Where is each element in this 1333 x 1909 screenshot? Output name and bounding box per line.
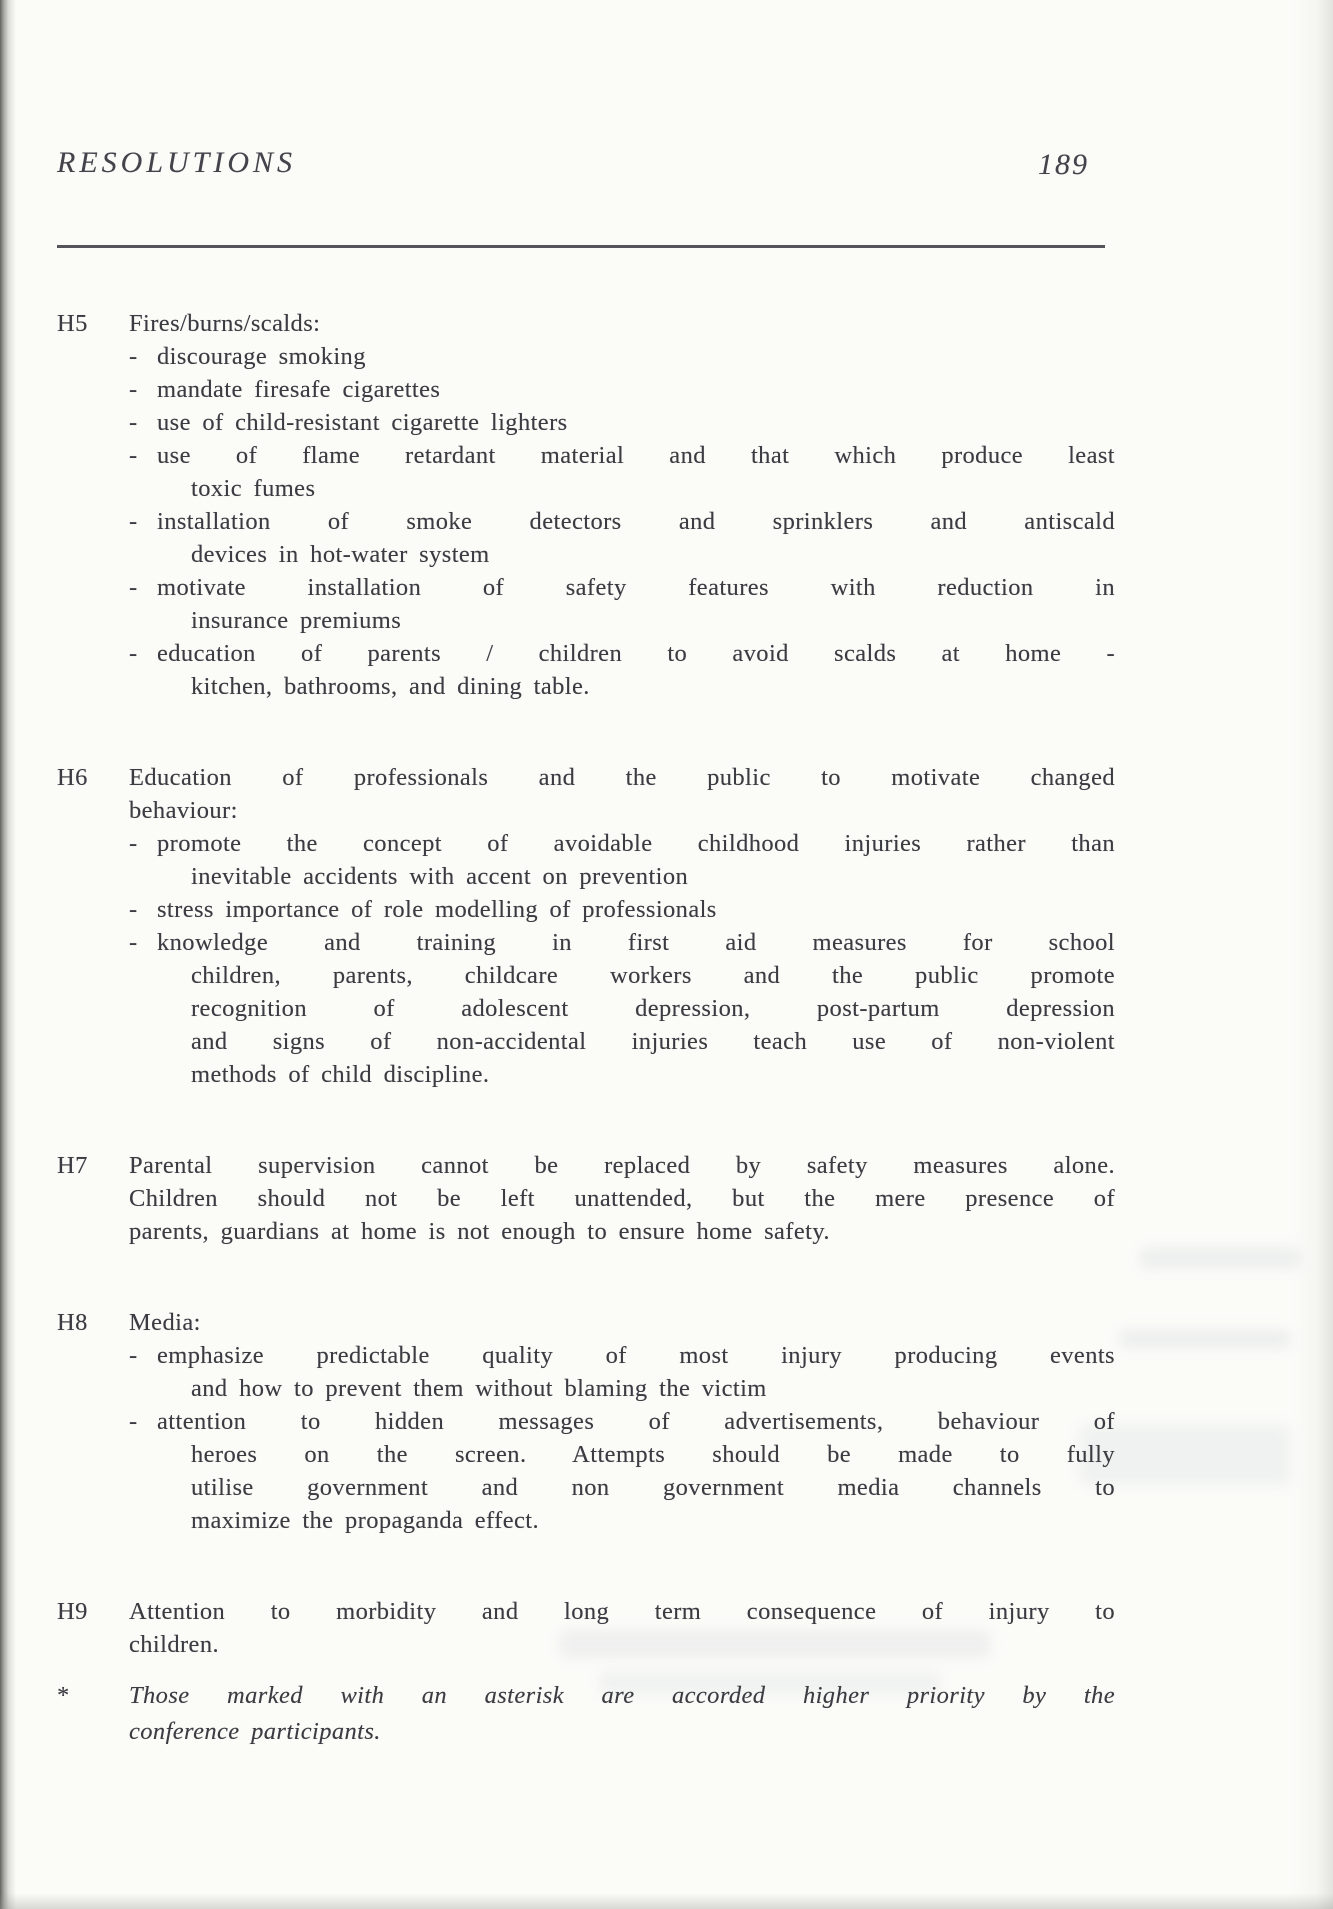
footnote <box>57 1678 1115 1750</box>
bullet-dash: - <box>129 830 138 857</box>
scan-edge-bottom <box>0 1893 1333 1909</box>
scan-edge-left <box>0 0 16 1909</box>
resolution-H8 <box>57 1306 1115 1537</box>
bullet-dash: - <box>129 574 138 601</box>
text-line: and signs of non-accidental injuries teach use of non-violent <box>191 1028 1115 1055</box>
bullet-item <box>129 571 1115 637</box>
text-line: Parental supervision cannot be replaced by safety measures alone. <box>129 1152 1115 1179</box>
resolution-content <box>129 761 1115 1091</box>
bullet-item <box>129 373 1115 406</box>
bullet-dash: - <box>129 409 138 436</box>
text-line: emphasize predictable quality of most injury producing events <box>157 1342 1115 1369</box>
resolution-content <box>129 1595 1115 1661</box>
bullet-dash: - <box>129 1408 138 1435</box>
scan-edge-right <box>1293 0 1333 1909</box>
text-line: and how to prevent them without blaming the victim <box>191 1375 767 1402</box>
text-line: knowledge and training in first aid measures for school <box>157 929 1115 956</box>
text-line: stress importance of role modelling of professionals <box>157 896 717 923</box>
bullet-text <box>157 827 1115 893</box>
text-line: methods of child discipline. <box>191 1061 490 1088</box>
bullet-text <box>157 373 1115 406</box>
page-header <box>57 146 1105 180</box>
bleed-through-smudge <box>1140 1248 1300 1268</box>
bullet-text <box>157 1339 1115 1405</box>
text-line: parents, guardians at home is not enough to ensure home safety. <box>129 1218 830 1245</box>
header-rule <box>57 245 1105 248</box>
text-line: attention to hidden messages of advertisements, behaviour of <box>157 1408 1115 1435</box>
bullet-text <box>157 893 1115 926</box>
bullet-dash: - <box>129 442 138 469</box>
text-line: mandate firesafe cigarettes <box>157 376 441 403</box>
text-line: use of child-resistant cigarette lighters <box>157 409 568 436</box>
text-line: use of flame retardant material and that which produce least <box>157 442 1115 469</box>
text-line: behaviour: <box>129 797 238 824</box>
resolution-id: H6 <box>57 764 88 791</box>
text-line: conference participants. <box>129 1718 381 1745</box>
text-line: Attention to morbidity and long term consequence of injury to <box>129 1598 1115 1625</box>
bullet-item <box>129 893 1115 926</box>
bullet-item <box>129 439 1115 505</box>
bullet-dash: - <box>129 343 138 370</box>
resolution-id: H8 <box>57 1309 88 1336</box>
bullet-dash: - <box>129 640 138 667</box>
bullet-item <box>129 637 1115 703</box>
bullet-dash: - <box>129 929 138 956</box>
resolution-id: H7 <box>57 1152 88 1179</box>
text-line: heroes on the screen. Attempts should be made to fully <box>191 1441 1115 1468</box>
text-line: children. <box>129 1631 219 1658</box>
text-line: toxic fumes <box>191 475 316 502</box>
resolution-id: H9 <box>57 1598 88 1625</box>
running-head: RESOLUTIONS <box>57 146 297 179</box>
resolution-H5 <box>57 307 1115 703</box>
text-line: children, parents, childcare workers and the public promote <box>191 962 1115 989</box>
bullet-text <box>157 340 1115 373</box>
footnote-text <box>129 1678 1115 1750</box>
bullet-item <box>129 505 1115 571</box>
bullet-text <box>157 439 1115 505</box>
resolution-H7 <box>57 1149 1115 1248</box>
page-number: 189 <box>1038 148 1089 181</box>
bullet-text <box>157 505 1115 571</box>
bullet-item <box>129 1339 1115 1405</box>
text-line: discourage smoking <box>157 343 366 370</box>
resolution-content <box>129 1306 1115 1537</box>
footnote-marker: * <box>57 1682 70 1709</box>
text-line: inevitable accidents with accent on prevention <box>191 863 689 890</box>
text-line: recognition of adolescent depression, post-partum depression <box>191 995 1115 1022</box>
resolution-H9 <box>57 1595 1115 1661</box>
resolution-content <box>129 1149 1115 1248</box>
bullet-dash: - <box>129 896 138 923</box>
text-line: devices in hot-water system <box>191 541 490 568</box>
text-line: motivate installation of safety features with reduction in <box>157 574 1115 601</box>
text-line: promote the concept of avoidable childhood injuries rather than <box>157 830 1115 857</box>
bullet-text <box>157 406 1115 439</box>
bleed-through-smudge <box>1120 1330 1290 1348</box>
text-line: Fires/burns/scalds: <box>129 310 321 337</box>
bullet-text <box>157 571 1115 637</box>
text-line: insurance premiums <box>191 607 402 634</box>
bullet-dash: - <box>129 1342 138 1369</box>
bullet-text <box>157 1405 1115 1537</box>
document-body <box>57 307 1115 1661</box>
bullet-item <box>129 406 1115 439</box>
bullet-dash: - <box>129 508 138 535</box>
bullet-item <box>129 1405 1115 1537</box>
text-line: education of parents / children to avoid scalds at home - <box>157 640 1115 667</box>
text-line: kitchen, bathrooms, and dining table. <box>191 673 590 700</box>
bullet-dash: - <box>129 376 138 403</box>
bullet-text <box>157 637 1115 703</box>
text-line: Children should not be left unattended, but the mere presence of <box>129 1185 1115 1212</box>
bullet-item <box>129 926 1115 1091</box>
text-line: maximize the propaganda effect. <box>191 1507 540 1534</box>
resolution-id: H5 <box>57 310 88 337</box>
bullet-text <box>157 926 1115 1091</box>
resolution-content <box>129 307 1115 703</box>
text-line: utilise government and non government media channels to <box>191 1474 1115 1501</box>
bullet-item <box>129 340 1115 373</box>
text-line: Those marked with an asterisk are accorded higher priority by the <box>129 1682 1115 1709</box>
bullet-item <box>129 827 1115 893</box>
text-line: Education of professionals and the public to motivate changed <box>129 764 1115 791</box>
text-line: Media: <box>129 1309 201 1336</box>
text-line: installation of smoke detectors and sprinklers and antiscald <box>157 508 1115 535</box>
resolution-H6 <box>57 761 1115 1091</box>
